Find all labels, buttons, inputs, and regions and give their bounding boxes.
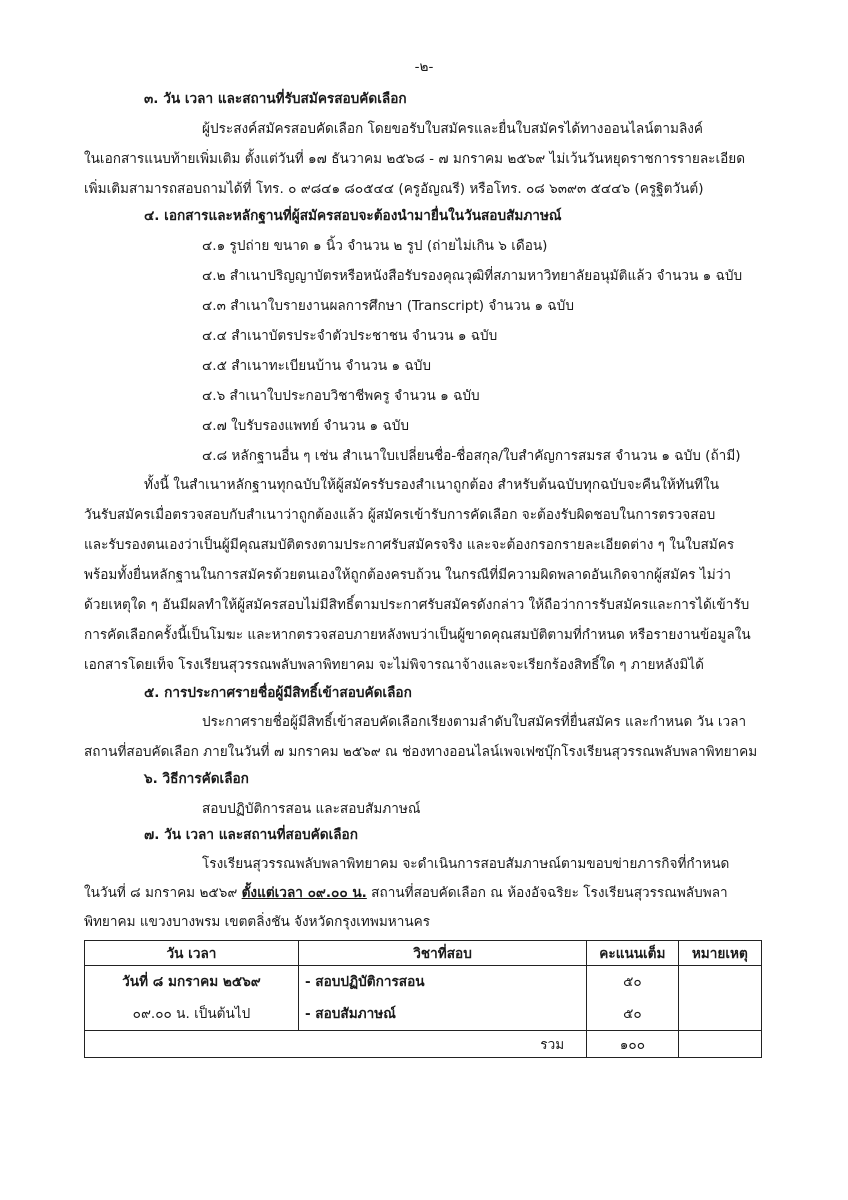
exam-date-text: ในวันที่ ๘ มกราคม ๒๕๖๙ — [84, 885, 242, 901]
doc-item: ๔.๒ สำเนาปริญญาบัตรหรือหนังสือรับรองคุณวุฒิที่สภามหาวิทยาลัยอนุมัติแล้ว จำนวน ๑ ฉบับ — [202, 268, 743, 284]
section-3-line: เพิ่มเติมสามารถสอบถามได้ที่ โทร. ๐ ๙๘๔๑ ๘๐๕๔๔ (ครูอัญณรี) หรือโทร. ๐๘ ๖๓๙๓ ๕๔๔๖ (ครูฐิตวันต์) — [84, 181, 704, 197]
section-4-heading: ๔. เอกสารและหลักฐานที่ผู้สมัครสอบจะต้องนำมายื่นในวันสอบสัมภาษณ์ — [144, 208, 562, 224]
section-3-line: ผู้ประสงค์สมัครสอบคัดเลือก โดยขอรับใบสมัครและยื่นใบสมัครได้ทางออนไลน์ตามลิงค์ — [202, 121, 704, 137]
section-3-heading: ๓. วัน เวลา และสถานที่รับสมัครสอบคัดเลือก — [144, 91, 407, 107]
exam-schedule-table — [84, 940, 762, 1058]
score-cell: ๕๐ — [587, 966, 678, 997]
total-label: รวม — [85, 1031, 587, 1058]
remarks-cell — [678, 966, 761, 997]
table-header-row — [85, 941, 762, 966]
table-row — [85, 966, 762, 997]
section-5-heading: ๕. การประกาศรายชื่อผู้มีสิทธิ์เข้าสอบคัดเลือก — [144, 685, 412, 701]
section-6-line: สอบปฏิบัติการสอน และสอบสัมภาษณ์ — [202, 801, 421, 817]
section-5-line: สถานที่สอบคัดเลือก ภายในวันที่ ๗ มกราคม ๒๕๖๙ ณ ช่องทางออนไลน์เพจเฟซบุ๊กโรงเรียนสุวรรณพลับพลาพิทยาคม — [84, 744, 758, 760]
table-total-row — [85, 1031, 762, 1058]
doc-item: ๔.๓ สำเนาใบรายงานผลการศึกษา (Transcript) จำนวน ๑ ฉบับ — [202, 298, 574, 314]
note-line: ด้วยเหตุใด ๆ อันมีผลทำให้ผู้สมัครสอบไม่มีสิทธิ์ตามประกาศรับสมัครดังกล่าว ให้ถือว่าการรับสมัครและการได้เข้ารับ — [84, 597, 750, 613]
doc-item: ๔.๔ สำเนาบัตรประจำตัวประชาชน จำนวน ๑ ฉบับ — [202, 328, 498, 344]
section-7-line — [84, 882, 728, 904]
exam-venue-text: สถานที่สอบคัดเลือก ณ ห้องอัจฉริยะ โรงเรียนสุวรรณพลับพลา — [366, 885, 728, 901]
note-line: ทั้งนี้ ในสำเนาหลักฐานทุกฉบับให้ผู้สมัครรับรองสำเนาถูกต้อง สำหรับต้นฉบับทุกฉบับจะคืนให้ทันทีใน — [144, 477, 720, 493]
doc-item: ๔.๘ หลักฐานอื่น ๆ เช่น สำเนาใบเปลี่ยนชื่อ-ชื่อสกุล/ใบสำคัญการสมรส จำนวน ๑ ฉบับ (ถ้ามี) — [202, 448, 741, 464]
table-row — [85, 996, 762, 1031]
section-5-line: ประกาศรายชื่อผู้มีสิทธิ์เข้าสอบคัดเลือกเรียงตามลำดับใบสมัครที่ยื่นสมัคร และกำหนด วัน เวลา — [202, 714, 747, 730]
note-line: พร้อมทั้งยื่นหลักฐานในการสมัครด้วยตนเองให้ถูกต้องครบถ้วน ในกรณีที่มีความผิดพลาดอันเกิดจากผู้สมัคร ไม่ว่า — [84, 567, 731, 583]
note-line: เอกสารโดยเท็จ โรงเรียนสุวรรณพลับพลาพิทยาคม จะไม่พิจารณาจ้างและจะเรียกร้องสิทธิ์ใด ๆ ภายหลังมิได้ — [84, 657, 704, 673]
subject-cell: - สอบปฏิบัติการสอน — [298, 966, 586, 997]
note-line: การคัดเลือกครั้งนี้เป็นโมฆะ และหากตรวจสอบภายหลังพบว่าเป็นผู้ขาดคุณสมบัติตามที่กำหนด หรือรายงานข้อมูลใน — [84, 627, 751, 643]
remarks-cell — [678, 996, 761, 1031]
header-datetime: วัน เวลา — [85, 941, 299, 966]
doc-item: ๔.๑ รูปถ่าย ขนาด ๑ นิ้ว จำนวน ๒ รูป (ถ่ายไม่เกิน ๖ เดือน) — [202, 238, 548, 254]
section-7-line: พิทยาคม แขวงบางพรม เขตตลิ่งชัน จังหวัดกรุงเทพมหานคร — [84, 914, 431, 930]
section-7-heading: ๗. วัน เวลา และสถานที่สอบคัดเลือก — [144, 827, 358, 843]
subject-cell: - สอบสัมภาษณ์ — [298, 996, 586, 1031]
note-line: และรับรองตนเองว่าเป็นผู้มีคุณสมบัติตรงตามประกาศรับสมัครจริง และจะต้องกรอกรายละเอียดต่าง ๆ ในใบสมัคร — [84, 537, 735, 553]
total-score: ๑๐๐ — [587, 1031, 678, 1058]
exam-time-cell: ๐๙.๐๐ น. เป็นต้นไป — [85, 996, 299, 1031]
doc-item: ๔.๗ ใบรับรองแพทย์ จำนวน ๑ ฉบับ — [202, 418, 410, 434]
score-cell: ๕๐ — [587, 996, 678, 1031]
exam-start-time: ตั้งแต่เวลา ๐๙.๐๐ น. — [241, 885, 367, 901]
section-6-heading: ๖. วิธีการคัดเลือก — [144, 771, 249, 787]
exam-date-cell: วันที่ ๘ มกราคม ๒๕๖๙ — [85, 966, 299, 997]
page-number: -๒- — [414, 59, 434, 75]
doc-item: ๔.๕ สำเนาทะเบียนบ้าน จำนวน ๑ ฉบับ — [202, 358, 431, 374]
header-full-score: คะแนนเต็ม — [587, 941, 678, 966]
section-7-line: โรงเรียนสุวรรณพลับพลาพิทยาคม จะดำเนินการสอบสัมภาษณ์ตามขอบข่ายภารกิจที่กำหนด — [202, 856, 730, 872]
header-subject: วิชาที่สอบ — [298, 941, 586, 966]
total-remarks — [678, 1031, 761, 1058]
doc-item: ๔.๖ สำเนาใบประกอบวิชาชีพครู จำนวน ๑ ฉบับ — [202, 388, 480, 404]
header-remarks: หมายเหตุ — [678, 941, 761, 966]
section-3-line: ในเอกสารแนบท้ายเพิ่มเติม ตั้งแต่วันที่ ๑๗ ธันวาคม ๒๕๖๘ - ๗ มกราคม ๒๕๖๙ ไม่เว้นวันหยุดราชการรายละเอียด — [84, 151, 746, 167]
note-line: วันรับสมัครเมื่อตรวจสอบกับสำเนาว่าถูกต้องแล้ว ผู้สมัครเข้ารับการคัดเลือก จะต้องรับผิดชอบในการตรวจสอบ — [84, 507, 716, 523]
